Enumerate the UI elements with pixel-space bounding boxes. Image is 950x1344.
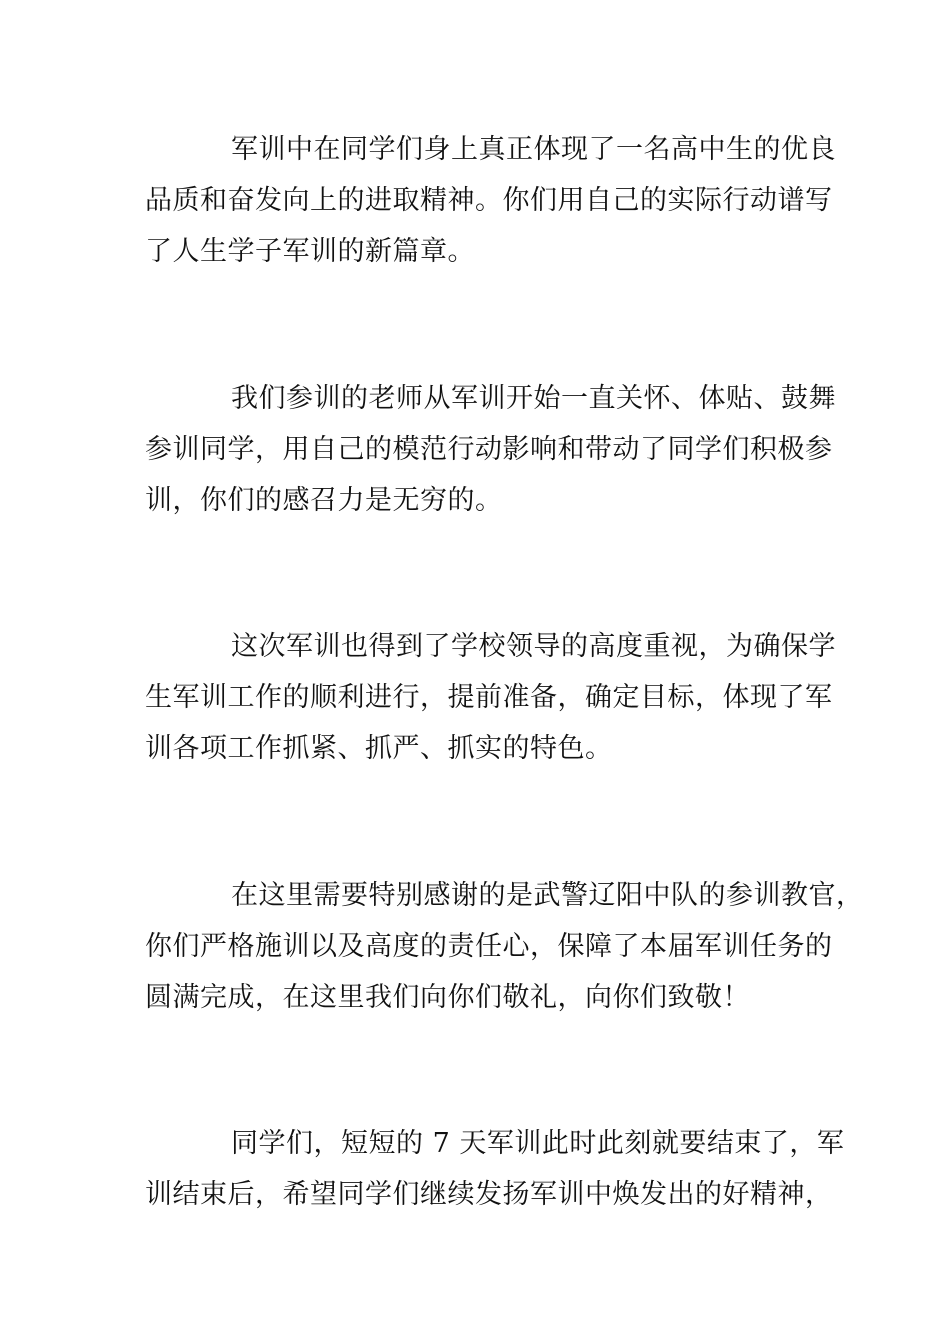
paragraph-line: 训各项工作抓紧、抓严、抓实的特色。 — [145, 733, 613, 764]
paragraph-1 — [145, 124, 836, 277]
paragraph-line: 我们参训的老师从军训开始一直关怀、体贴、鼓舞 — [231, 383, 836, 414]
paragraph-line: 品质和奋发向上的进取精神。你们用自己的实际行动谱写 — [145, 185, 833, 216]
paragraph-4 — [145, 870, 864, 1023]
paragraph-line: 生军训工作的顺利进行，提前准备，确定目标，体现了军 — [145, 682, 833, 713]
paragraph-line: 在这里需要特别感谢的是武警辽阳中队的参训教官， — [231, 880, 864, 911]
paragraph-line: 训，你们的感召力是无穷的。 — [145, 485, 503, 516]
paragraph-line: 军训中在同学们身上真正体现了一名高中生的优良 — [231, 134, 836, 165]
paragraph-line: 同学们，短短的 7 天军训此时此刻就要结束了，军 — [231, 1128, 845, 1159]
paragraph-5 — [145, 1118, 845, 1220]
paragraph-line: 你们严格施训以及高度的责任心，保障了本届军训任务的 — [145, 931, 833, 962]
paragraph-line: 训结束后，希望同学们继续发扬军训中焕发出的好精神， — [145, 1179, 833, 1210]
paragraph-line: 圆满完成，在这里我们向你们敬礼，向你们致敬！ — [145, 982, 750, 1013]
paragraph-3 — [145, 621, 836, 774]
paragraph-line: 了人生学子军训的新篇章。 — [145, 236, 475, 267]
paragraph-line: 这次军训也得到了学校领导的高度重视，为确保学 — [231, 631, 836, 662]
paragraph-line: 参训同学，用自己的模范行动影响和带动了同学们积极参 — [145, 434, 833, 465]
paragraph-2 — [145, 373, 836, 526]
